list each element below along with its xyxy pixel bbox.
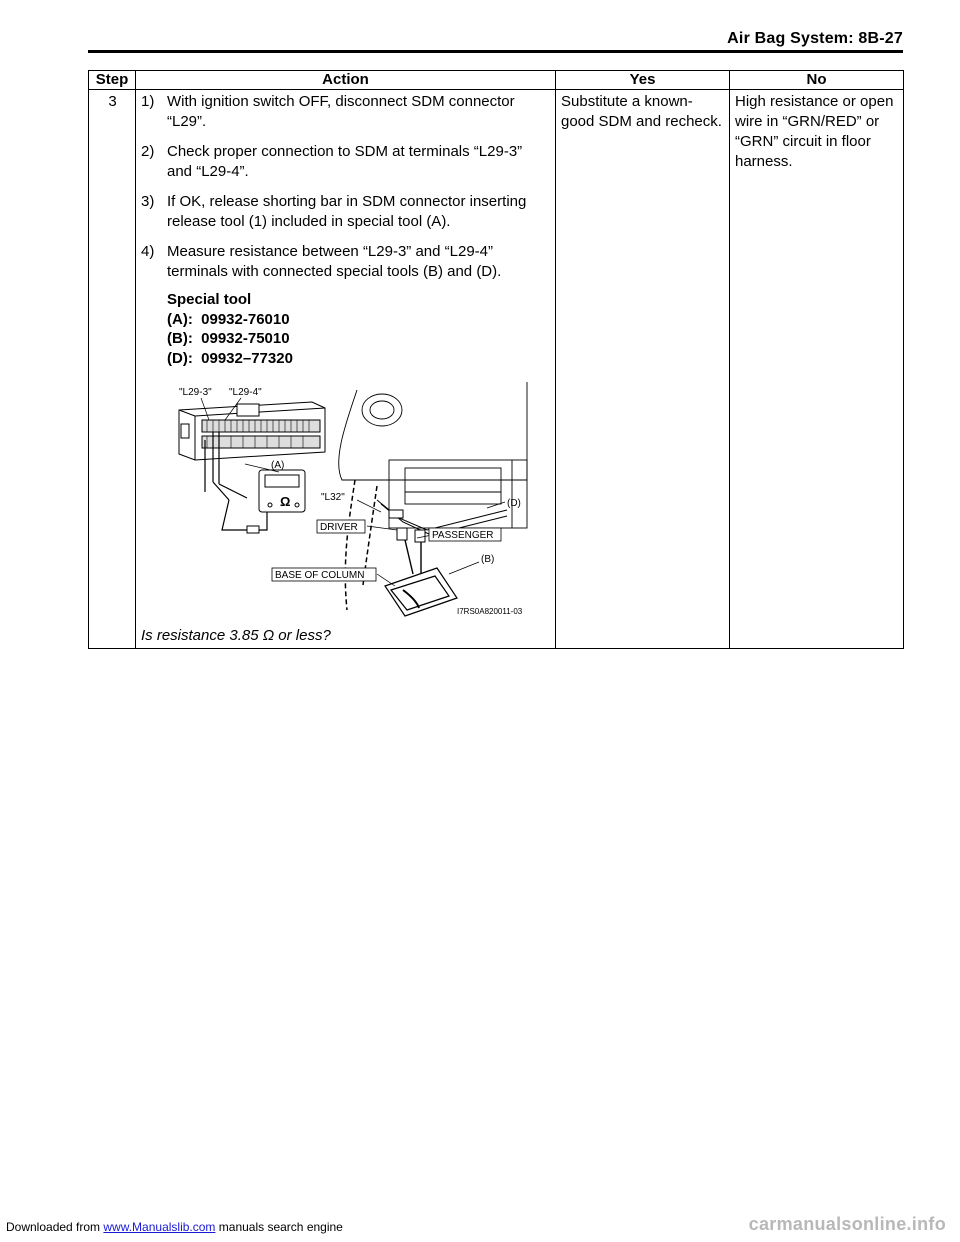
svg-text:Ω: Ω bbox=[280, 494, 291, 509]
action-cell bbox=[136, 90, 556, 649]
label-l32: "L32" bbox=[321, 492, 345, 503]
column-header-step: Step bbox=[89, 71, 136, 90]
special-tool-b: (B): 09932-75010 bbox=[167, 330, 290, 347]
header-rule bbox=[88, 50, 903, 53]
action-list bbox=[141, 92, 551, 282]
table-header-row bbox=[89, 71, 904, 90]
no-cell: High resistance or open wire in “GRN/RED” or “GRN” circuit in floor harness. bbox=[730, 90, 904, 649]
action-item bbox=[141, 142, 551, 182]
action-number: 1) bbox=[141, 93, 155, 110]
special-tool-a: (A): 09932-76010 bbox=[167, 310, 290, 328]
action-text: Check proper connection to SDM at terminals “L29-3” and “L29-4”. bbox=[167, 143, 523, 180]
column-header-no: No bbox=[730, 71, 904, 90]
action-number: 4) bbox=[141, 243, 155, 260]
column-header-action: Action bbox=[136, 71, 556, 90]
tool-b-case bbox=[385, 568, 457, 616]
footer bbox=[6, 1220, 343, 1234]
troubleshooting-table bbox=[88, 70, 904, 649]
dashboard bbox=[339, 382, 527, 528]
action-text: If OK, release shorting bar in SDM connector inserting release tool (1) included in special tool (A). bbox=[167, 193, 527, 230]
label-tool-a: (A) bbox=[271, 460, 285, 471]
special-tool-block bbox=[167, 290, 551, 368]
special-tool-d: (D): 09932–77320 bbox=[167, 349, 293, 367]
footer-suffix: manuals search engine bbox=[215, 1220, 343, 1234]
figure-code: I7RS0A820011-03 bbox=[457, 607, 523, 616]
yes-cell: Substitute a known-good SDM and recheck. bbox=[556, 90, 730, 649]
watermark: carmanualsonline.info bbox=[748, 1214, 946, 1234]
label-tool-b: (B) bbox=[481, 554, 495, 565]
action-item bbox=[141, 92, 551, 132]
connector-diagram bbox=[167, 380, 537, 618]
action-item bbox=[141, 192, 551, 232]
action-item bbox=[141, 242, 551, 282]
label-passenger: PASSENGER bbox=[432, 530, 494, 541]
action-number: 3) bbox=[141, 193, 155, 210]
label-tool-d: (D) bbox=[507, 498, 521, 509]
label-base-of-column: BASE OF COLUMN bbox=[275, 570, 365, 581]
question-text: Is resistance 3.85 Ω or less? bbox=[141, 627, 331, 644]
manualslib-link[interactable]: www.Manualslib.com bbox=[103, 1220, 216, 1234]
step-number: 3 bbox=[89, 90, 136, 649]
multimeter bbox=[259, 470, 305, 512]
label-l29-3: "L29-3" bbox=[179, 387, 212, 398]
action-text: With ignition switch OFF, disconnect SDM connector “L29”. bbox=[167, 93, 515, 130]
special-tool-heading: Special tool bbox=[167, 291, 252, 308]
action-number: 2) bbox=[141, 143, 155, 160]
table-row bbox=[89, 90, 904, 649]
label-l29-4: "L29-4" bbox=[229, 387, 262, 398]
column-header-yes: Yes bbox=[556, 71, 730, 90]
footer-prefix: Downloaded from bbox=[6, 1220, 104, 1234]
action-text: Measure resistance between “L29-3” and “L29-4” terminals with connected special tools (B) and (D). bbox=[167, 243, 502, 280]
page-header: Air Bag System: 8B-27 bbox=[727, 30, 903, 47]
label-driver: DRIVER bbox=[320, 522, 358, 533]
